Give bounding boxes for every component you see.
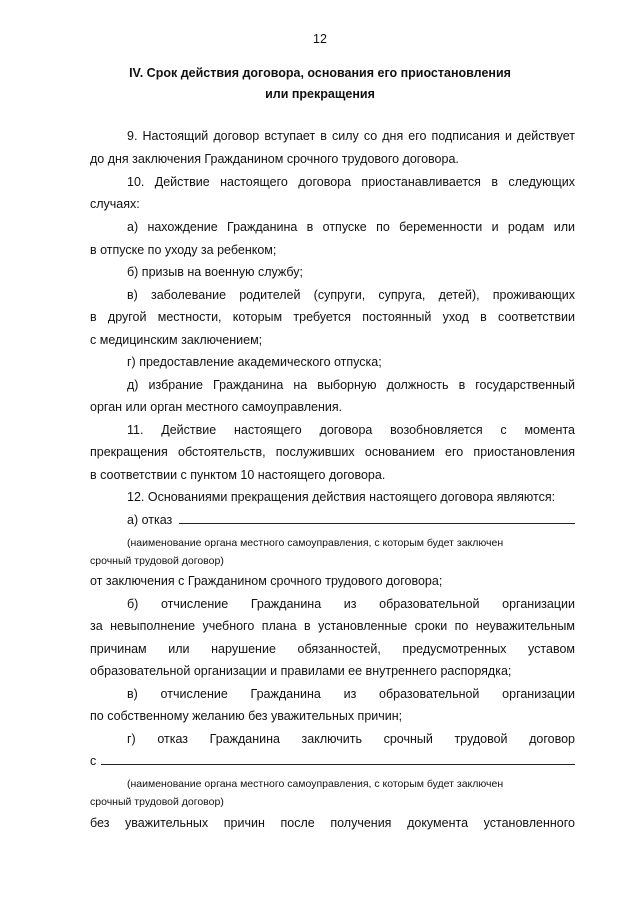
p12-item-a-note-line2: срочный трудовой договор) <box>90 555 224 567</box>
p12-item-g-continuation: без уважительных причин после получения документа установленного <box>90 816 575 830</box>
p12-line1: 12. Основаниями прекращения действия настоящего договора являются: <box>127 490 556 504</box>
page-number: 12 <box>313 32 327 46</box>
p10-line1: 10. Действие настоящего договора приостанавливается в следующих <box>127 175 575 189</box>
p12-item-b-line1: б) отчисление Гражданина из образовательной организации <box>127 597 575 611</box>
blank-line-authority-a <box>179 523 575 524</box>
p12-item-a-continuation: от заключения с Гражданином срочного трудового договора; <box>90 574 443 588</box>
p11-line3: в соответствии с пунктом 10 настоящего договора. <box>90 468 386 482</box>
p10-item-d-line1: д) избрание Гражданина на выборную должность в государственный <box>127 378 575 392</box>
blank-line-authority-g <box>101 764 575 765</box>
p12-item-b-line2: за невыполнение учебного плана в установленные сроки по неуважительным <box>90 619 575 633</box>
p10-item-a-line2: в отпуске по уходу за ребенком; <box>90 243 277 257</box>
p12-item-g-line1: г) отказ Гражданина заключить срочный трудовой договор <box>127 732 575 746</box>
section-heading-line2: или прекращения <box>265 87 375 101</box>
p12-item-g-prefix: с <box>90 754 97 768</box>
p10-item-b: б) призыв на военную службу; <box>127 265 304 279</box>
p12-item-g-note-line1: (наименование органа местного самоуправления, с которым будет заключен <box>127 778 504 790</box>
p12-item-g-note-line2: срочный трудовой договор) <box>90 796 224 808</box>
p12-item-b-line3: причинам или нарушение обязанностей, предусмотренных уставом <box>90 642 575 656</box>
p12-item-a-prefix: а) отказ <box>127 513 173 527</box>
p9-line1: 9. Настоящий договор вступает в силу со дня его подписания и действует <box>127 129 575 143</box>
p12-item-v-line2: по собственному желанию без уважительных причин; <box>90 709 403 723</box>
section-heading-line1: IV. Срок действия договора, основания его приостановления <box>129 66 511 80</box>
p10-item-v-line3: с медицинским заключением; <box>90 333 263 347</box>
p12-item-v-line1: в) отчисление Гражданина из образовательной организации <box>127 687 575 701</box>
p11-line1: 11. Действие настоящего договора возобновляется с момента <box>127 423 575 437</box>
p10-item-v-line1: в) заболевание родителей (супруги, супруга, детей), проживающих <box>127 288 575 302</box>
p11-line2: прекращения обстоятельств, послуживших основанием его приостановления <box>90 445 575 459</box>
p12-item-b-line4: образовательной организации и правилами ее внутреннего распорядка; <box>90 664 512 678</box>
p10-item-v-line2: в другой местности, которым требуется постоянный уход в соответствии <box>90 310 575 324</box>
p10-item-g: г) предоставление академического отпуска; <box>127 355 382 369</box>
p12-item-a-note-line1: (наименование органа местного самоуправления, с которым будет заключен <box>127 537 504 549</box>
p9-line2: до дня заключения Гражданином срочного трудового договора. <box>90 152 459 166</box>
p10-item-d-line2: орган или орган местного самоуправления. <box>90 400 343 414</box>
p10-item-a-line1: а) нахождение Гражданина в отпуске по беременности и родам или <box>127 220 575 234</box>
p10-line2: случаях: <box>90 197 140 211</box>
